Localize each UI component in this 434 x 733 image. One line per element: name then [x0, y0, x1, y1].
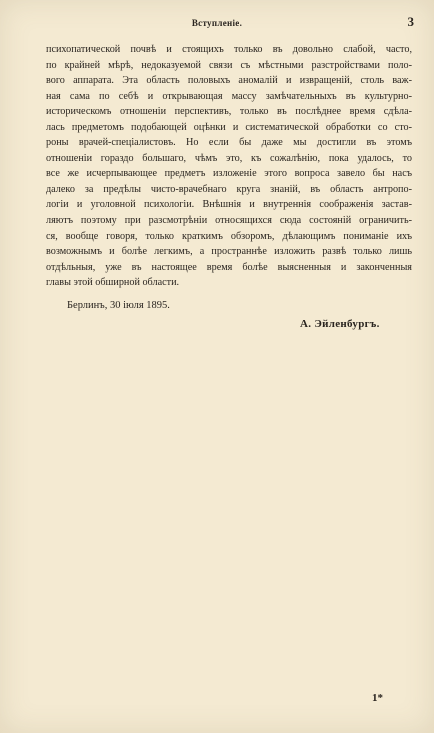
- text-line: далеко за предѣлы чисто-врачебнаго круга знаній, въ область антропо-: [46, 183, 412, 195]
- text-line: логіи и уголовной психологіи. Внѣшнія и внутреннія соображенія застав-: [46, 199, 412, 211]
- text-line: историческомъ отношеніи перспективъ, только въ послѣднее время сдѣла-: [46, 106, 412, 118]
- printer-signature-mark: 1*: [372, 692, 383, 704]
- text-line: психопатической почвѣ и стоящихъ только въ довольно слабой, часто,: [46, 44, 412, 55]
- text-line: по крайней мѣрѣ, недоказуемой связи съ мѣстными разстройствами поло-: [46, 59, 412, 71]
- author-signature: А. Эйленбургъ.: [300, 318, 380, 330]
- text-line: лась предметомъ подобающей оцѣнки и систематической обработки со сто-: [46, 121, 412, 133]
- dateline: Берлинъ, 30 іюля 1895.: [67, 300, 170, 311]
- text-line: все же исчерпывающее предметъ изложеніе этого вопроса завело бы насъ: [46, 168, 412, 180]
- running-head: Вступленіе.: [191, 18, 243, 28]
- text-line: главы этой обширной области.: [46, 277, 180, 289]
- text-line: отдѣльныя, уже въ настоящее время болѣе выясненныя и законченныя: [46, 261, 412, 273]
- text-line: ся, вообще говоря, только краткимъ обзоромъ, дѣлающимъ пониманіе ихъ: [46, 230, 412, 242]
- text-line: вого аппарата. Эта область половыхъ аномалій и извращеній, столь важ-: [46, 75, 412, 87]
- text-line: ная сама по себѣ и открывающая массу замѣчательныхъ въ культурно-: [46, 90, 412, 102]
- text-line: роны врачей-спеціалистовъ. Но если бы даже мы достигли въ этомъ: [46, 137, 412, 149]
- body-paragraph: [46, 42, 412, 291]
- text-line: возможнымъ и болѣе легкимъ, а пространнѣе изложить развѣ только лишь: [46, 246, 412, 258]
- page-number: 3: [407, 14, 414, 29]
- text-line: отношеніи гораздо большаго, чѣмъ это, къ сожалѣнію, пока удалось, то: [46, 152, 412, 164]
- text-line: ляютъ поэтому при разсмотрѣніи относящихся сюда состояній ограничить-: [46, 215, 412, 227]
